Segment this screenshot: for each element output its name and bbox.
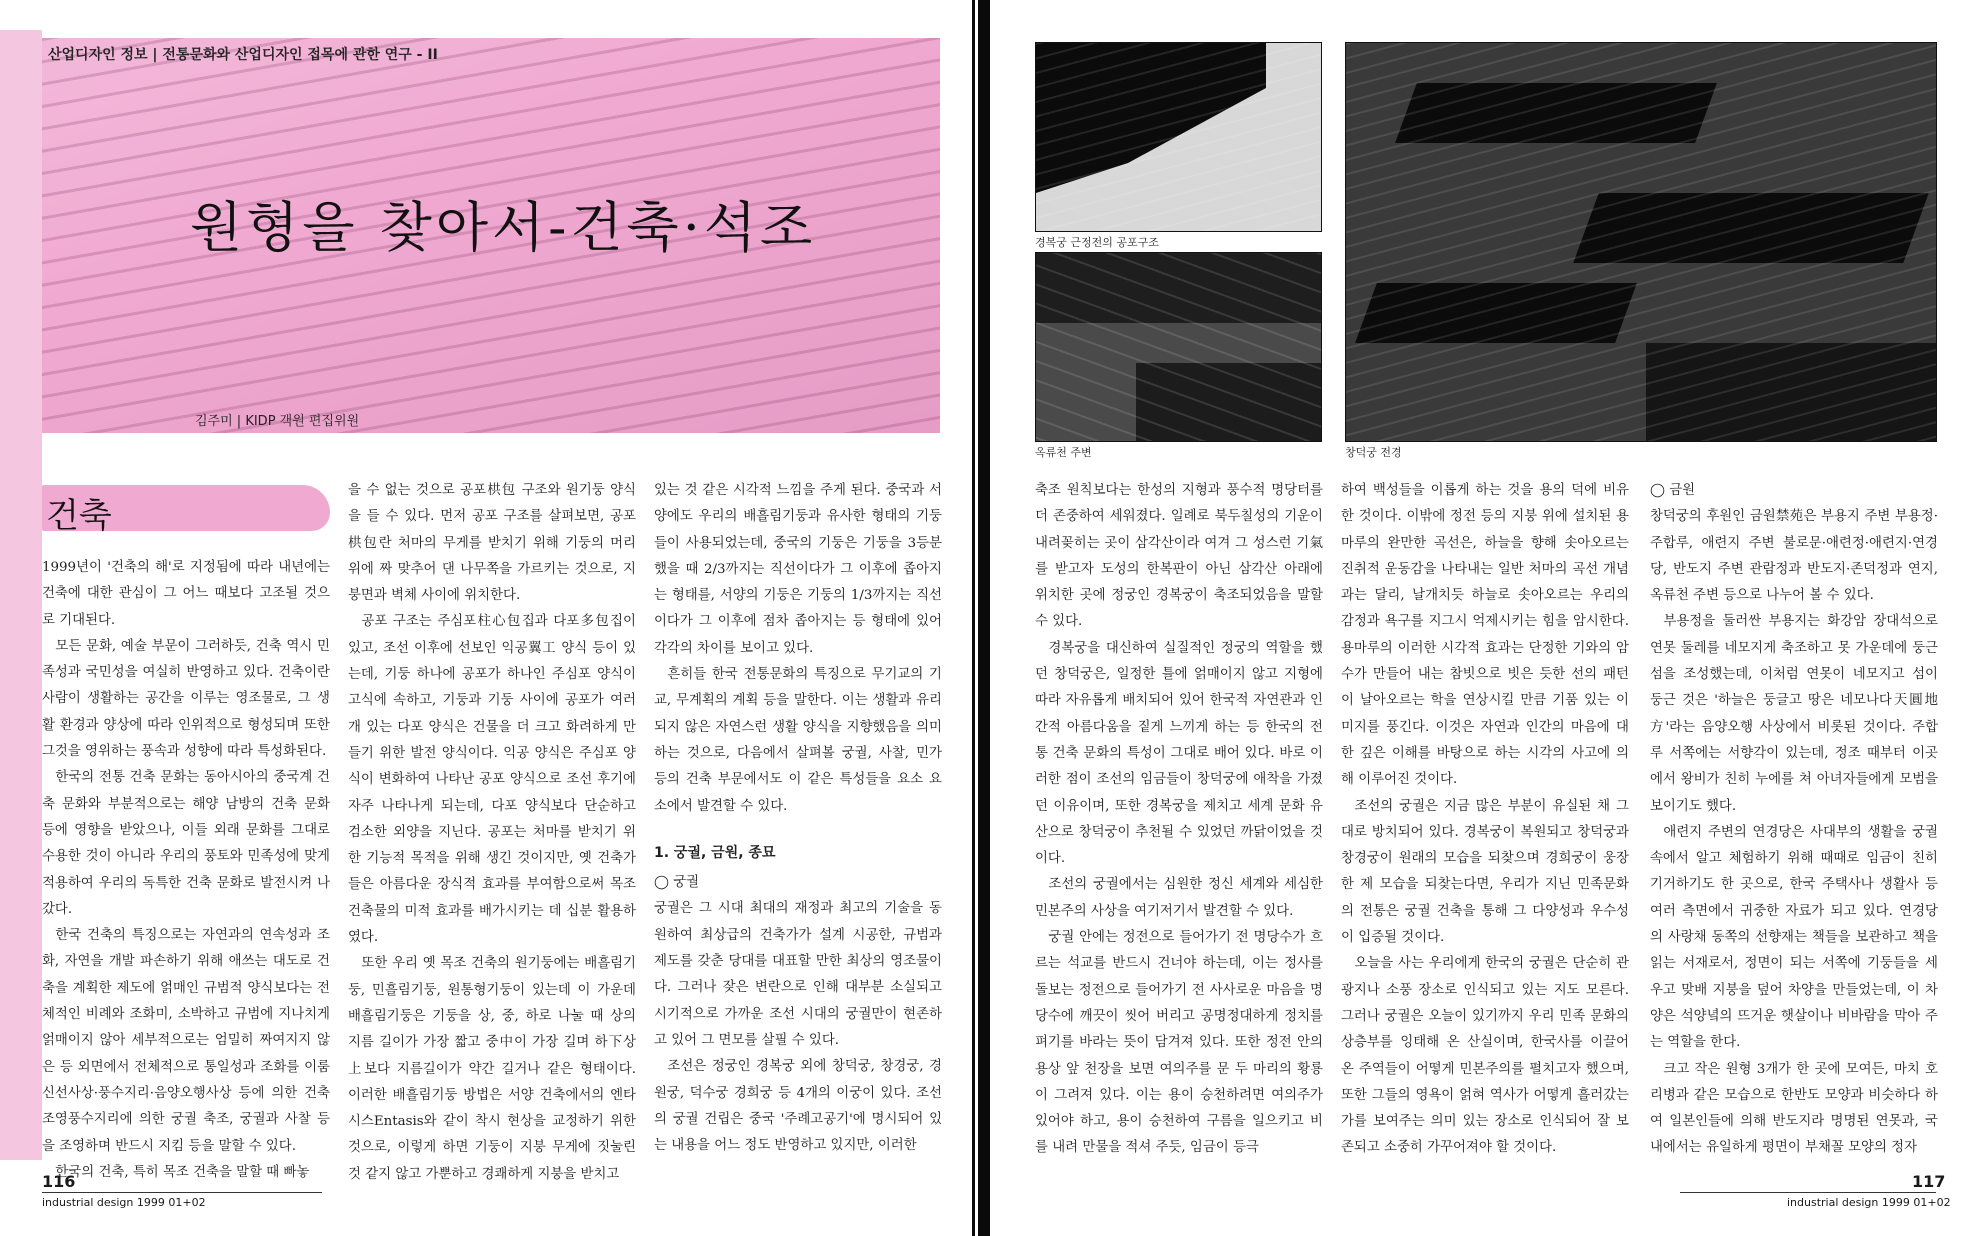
right-column-2 — [1341, 478, 1629, 1162]
paragraph: 축조 원칙보다는 한성의 지형과 풍수적 명당터를 더 존중하여 세워졌다. 일례로 북두칠성의 기운이 내려꽂히는 곳이 삼각산이라 여겨 그 성스런 기氣를 받고자 도성의 한복판이 아닌 삼각산 아래에 위치한 곳에 정궁인 경복궁이 축조되었음을 말할 수 있다. — [1035, 483, 1323, 630]
paragraph: 한국의 건축, 특히 목조 건축을 말할 때 빠놓 — [55, 1164, 310, 1180]
paragraph: 하여 백성들을 이롭게 하는 것을 용의 덕에 비유한 것이다. 이밖에 정전 등의 지붕 위에 설치된 용마루의 완만한 곡선은, 하늘을 향해 솟아오르는 진취적 운동감을 나타내는 일반 처마의 곡선 개념과는 달리, 날개치듯 하늘로 솟아오르는 우리의 감정과 욕구를 지그시 억제시키는 힘을 암시한다. 용마루의 이러한 시각적 효과는 단정한 기와의 암수가 만들어 내는 참빗으로 빗은 듯한 선의 패턴이 날아오르는 학을 연상시킬 만큼 기품 있는 이미지를 풍긴다. 이것은 자연과 인간의 마음에 대한 깊은 이해를 바탕으로 하는 시각의 사고에 의해 이루어진 것이다. — [1341, 483, 1629, 788]
page-number: 116 — [42, 1172, 76, 1191]
gutter-line — [972, 0, 975, 1236]
paragraph: 조선의 궁궐은 지금 많은 부분이 유실된 채 그대로 방치되어 있다. 경복궁이 복원되고 창덕궁과 창경궁이 원래의 모습을 되찾으며 경희궁이 웅장한 제 모습을 되찾는다면, 우리가 지닌 민족문화의 전통은 궁궐 건축을 통해 그 다양성과 우수성이 입증될 것이다. — [1341, 798, 1629, 946]
paragraph: 궁궐 안에는 정전으로 들어가기 전 명당수가 흐르는 석교를 반드시 건너야 하는데, 이는 정사를 돌보는 정전으로 들어가기 전 사사로운 마음을 명당수에 깨끗이 씻어 버리고 공명정대하게 정치를 펴기를 바라는 뜻이 담겨져 있다. 또한 정전 안의 용상 앞 천장을 보면 여의주를 문 두 마리의 황룡이 그려져 있다. 이는 용이 승천하려면 여의주가 있어야 하고, 용이 승천하여 구름을 일으키고 비를 내려 만물을 적셔 주듯, 임금이 등극 — [1035, 930, 1323, 1156]
paragraph: 크고 작은 원형 3개가 한 곳에 모여든, 마치 호리병과 같은 모습으로 한반도 모양과 비슷하다 하여 일본인들에 의해 반도지라 명명된 연못과, 국내에서는 유일하게 평면이 부채꼴 모양의 정자 — [1650, 1061, 1938, 1156]
paragraph: 애련지 주변의 연경당은 사대부의 생활을 궁궐 속에서 알고 체험하기 위해 때때로 임금이 친히 기거하기도 한 곳으로, 한국 주택사나 생활사 등 여러 측면에서 귀중한 자료가 되고 있다. 연경당의 사랑채 동쪽의 선향재는 책들을 보관하고 책을 읽는 서재로서, 정면이 되는 서쪽에 기둥들을 세우고 맞배 지붕을 덮어 차양을 만들었는데, 이 차양은 석양녘의 뜨거운 햇살이나 비바람을 막아 주는 역할을 한다. — [1650, 824, 1938, 1051]
footer-rule — [42, 1192, 322, 1193]
left-page — [0, 0, 978, 1236]
photo-bracket-structure — [1035, 42, 1322, 232]
series-label: 산업디자인 정보 | 전통문화와 산업디자인 접목에 관한 연구 - II — [48, 47, 438, 63]
paragraph: 한국 건축의 특징으로는 자연과의 연속성과 조화, 자연을 개발 파손하기 위해 애쓰는 대도로 건축을 계획한 제도에 얽매인 규범적 양식보다는 전체적인 비례와 조화미, 소박하고 규범에 지나치게 얽매이지 않아 세부적으로는 엄밀히 짜여지지 않은 등 외면에서 전체적으로 통일성과 조화를 이룸 신선사상·풍수지리·음양오행사상 등에 의한 건축 조영풍수지리에 의한 궁궐 축조, 궁궐과 사찰 등을 조영하며 반드시 지킴 등을 말할 수 있다. — [42, 928, 330, 1154]
footer-text: industrial design 1999 01+02 — [1787, 1196, 1951, 1209]
footer-rule — [1680, 1192, 1936, 1193]
paragraph: 공포 구조는 주심포柱心包집과 다포多包집이 있고, 조선 이후에 선보인 익공翼工 양식 등이 있는데, 기둥 하나에 공포가 하나인 주심포 양식이 고식에 속하고, 기둥과 기둥 사이에 공포가 여러 개 있는 다포 양식은 건물을 더 크고 화려하게 만들기 위한 발전 양식이다. 익공 양식은 주심포 양식이 변화하여 나타난 공포 양식으로 조선 후기에 자주 나타나게 되는데, 다포 양식보다 단순하고 검소한 외양을 지닌다. 공포는 처마를 받치기 위한 기능적 목적을 위해 생긴 것이지만, 옛 건축가들은 아름다운 장식적 효과를 부여함으로써 목조 건축물의 미적 효과를 배가시키는 데 십분 활용하였다. — [348, 614, 636, 946]
section-heading: 건축 — [46, 496, 112, 536]
pink-margin-band — [0, 30, 42, 1160]
paragraph: 조선은 정궁인 경복궁 외에 창덕궁, 창경궁, 경원궁, 덕수궁 경희궁 등 4개의 이궁이 있다. 조선의 궁궐 건립은 중국 '주례고공기'에 명시되어 있는 내용을 어느 정도 반영하고 있지만, 이러한 — [654, 1059, 942, 1154]
photo-texture — [1346, 43, 1936, 441]
left-column-3 — [654, 478, 942, 1159]
right-column-1 — [1035, 478, 1323, 1162]
photo-okryucheon — [1035, 252, 1322, 442]
photo-changdeokgung-overview — [1345, 42, 1937, 442]
footer-text: industrial design 1999 01+02 — [42, 1196, 206, 1209]
paragraph: 궁궐은 그 시대 최대의 재정과 최고의 기술을 동원하여 최상급의 건축가가 설계 시공한, 규범과 제도를 갖춘 당대를 대표할 만한 최상의 영조물이다. 그러나 잦은 변란으로 인해 대부분 소실되고 시기적으로 가까운 조선 시대의 궁궐만이 현존하고 있어 그 면모를 살필 수 있다. — [654, 901, 942, 1048]
page-number: 117 — [1912, 1172, 1946, 1191]
subsection-heading: 1. 궁궐, 금원, 종묘 — [654, 844, 776, 861]
photo-texture — [1036, 43, 1321, 231]
subsection-subheading: ◯ 궁궐 — [654, 875, 700, 891]
subsection-subheading: ◯ 금원 — [1650, 483, 1696, 498]
paragraph: 모든 문화, 예술 부문이 그러하듯, 건축 역시 민족성과 국민성을 여실히 반영하고 있다. 건축이란 사람이 생활하는 공간을 이루는 영조물로, 그 생활 환경과 양상에 따라 인위적으로 형성되며 또한 그것을 영위하는 풍속과 성향에 따라 특성화된다. — [42, 638, 330, 760]
paragraph: 경복궁을 대신하여 실질적인 정궁의 역할을 했던 창덕궁은, 일정한 틀에 얽매이지 않고 지형에 따라 자유롭게 배치되어 있어 한국적 자연관과 인간적 아름다움을 짙게 느끼게 하는 등 한국의 전통 건축 문화의 특성이 그대로 배어 있다. 바로 이러한 점이 조선의 임금들이 창덕궁에 애착을 가졌던 이유이며, 또한 경복궁을 제치고 세계 문화 유산으로 창덕궁이 추천될 수 있었던 까닭이었을 것이다. — [1035, 640, 1323, 867]
paragraph: 부용정을 둘러싼 부용지는 화강암 장대석으로 연못 둘레를 네모지게 축조하고 못 가운데에 둥근 섬을 조성했는데, 이처럼 연못이 네모지고 섬이 둥근 것은 '하늘은 둥글고 땅은 네모나다天圓地方'라는 음양오행 사상에서 비롯된 것이다. 주합루 서쪽에는 서향각이 있는데, 정조 때부터 이곳에서 왕비가 친히 누에를 쳐 아녀자들에게 모범을 보이기도 했다. — [1650, 614, 1938, 814]
paragraph: 창덕궁의 후원인 금원禁苑은 부용지 주변 부용정·주합루, 애련지 주변 불로문·애련정·애련지·연경당, 반도지 주변 관람정과 반도지·존덕정과 연지, 옥류천 주변 등으로 나누어 볼 수 있다. — [1650, 509, 1938, 604]
right-page — [990, 0, 1982, 1236]
paragraph: 오늘을 사는 우리에게 한국의 궁궐은 단순히 관광지나 소풍 장소로 인식되고 있는 지도 모른다. 그러나 궁궐은 오늘이 있기까지 우리 민족 문화의 상층부를 잉태해 온 산실이며, 한국사를 이끌어 온 주역들이 어떻게 민본주의를 펼치고자 했으며, 또한 그들의 영욕이 얽혀 역사가 어떻게 흘러갔는가를 보여주는 의미 있는 장소로 인식되어 잘 보존되고 소중히 가꾸어져야 할 것이다. — [1341, 956, 1629, 1156]
left-column-2 — [348, 478, 636, 1188]
paragraph: 을 수 없는 것으로 공포栱包 구조와 원기둥 양식을 들 수 있다. 먼저 공포 구조를 살펴보면, 공포栱包란 처마의 무게를 받치기 위해 기둥의 머리 위에 짜 맞추어 댄 나무쪽을 가르키는 것으로, 지붕면과 벽체 사이에 위치한다. — [348, 483, 636, 604]
paragraph: 흔히들 한국 전통문화의 특징으로 무기교의 기교, 무계획의 계획 등을 말한다. 이는 생활과 유리되지 않은 자연스런 생활 양식을 지향했음을 의미하는 것으로, 다음에서 살펴볼 궁궐, 사찰, 민가 등의 건축 부문에서도 이 같은 특성들을 요소 요소에서 발견할 수 있다. — [654, 667, 942, 814]
photo-caption: 경복궁 근정전의 공포구조 — [1035, 236, 1159, 249]
left-column-1 — [42, 555, 330, 1186]
paragraph: 1999년이 '건축의 해'로 지정됨에 따라 내년에는 건축에 대한 관심이 그 어느 때보다 고조될 것으로 기대된다. — [42, 560, 330, 628]
paragraph: 조선의 궁궐에서는 심원한 정신 세계와 세심한 민본주의 사상을 여기저기서 발견할 수 있다. — [1035, 877, 1323, 919]
binding-gutter — [978, 0, 990, 1236]
photo-caption: 옥류천 주변 — [1035, 446, 1092, 459]
paragraph: 한국의 전통 건축 문화는 동아시아의 중국계 건축 문화와 부분적으로는 해양 남방의 건축 문화 등에 영향을 받았으나, 이들 외래 문화를 그대로 수용한 것이 아니라 우리의 풍토와 민족성에 맞게 적용하여 우리의 독특한 건축 문화로 발전시켜 나갔다. — [42, 770, 330, 917]
photo-texture — [1036, 253, 1321, 441]
paragraph: 있는 것 같은 시각적 느낌을 주게 된다. 중국과 서양에도 우리의 배흘림기둥과 유사한 형태의 기둥들이 사용되었는데, 중국의 기둥은 기둥을 3등분했을 때 2/3까지는 직선이다가 그 이후에 좁아지는 형태를, 서양의 기둥은 기둥의 1/3까지는 직선이다가 그 이후에 점차 좁아지는 등 형태에 있어 각각의 차이를 보이고 있다. — [654, 483, 942, 656]
author-byline: 김주미 | KIDP 객원 편집위원 — [195, 414, 360, 429]
article-title: 원형을 찾아서-건축·석조 — [190, 196, 817, 259]
right-column-3 — [1650, 478, 1938, 1162]
photo-caption: 창덕궁 전경 — [1345, 446, 1402, 459]
paragraph: 또한 우리 옛 목조 건축의 원기둥에는 배흘림기둥, 민흘림기둥, 원통형기둥이 있는데 이 가운데 배흘림기둥은 기둥을 상, 중, 하로 나눌 때 상의 지름 길이가 가장 짧고 중中이 가장 길며 하下상上보다 지름길이가 약간 길거나 같은 형태이다. 이러한 배흘림기둥 방법은 서양 건축에서의 엔타시스Entasis와 같이 착시 현상을 교정하기 위한 것으로, 이렇게 하면 기둥이 지붕 무게에 짓눌린 것 같지 않고 가뿐하고 경쾌하게 지붕을 받치고 — [348, 956, 636, 1182]
